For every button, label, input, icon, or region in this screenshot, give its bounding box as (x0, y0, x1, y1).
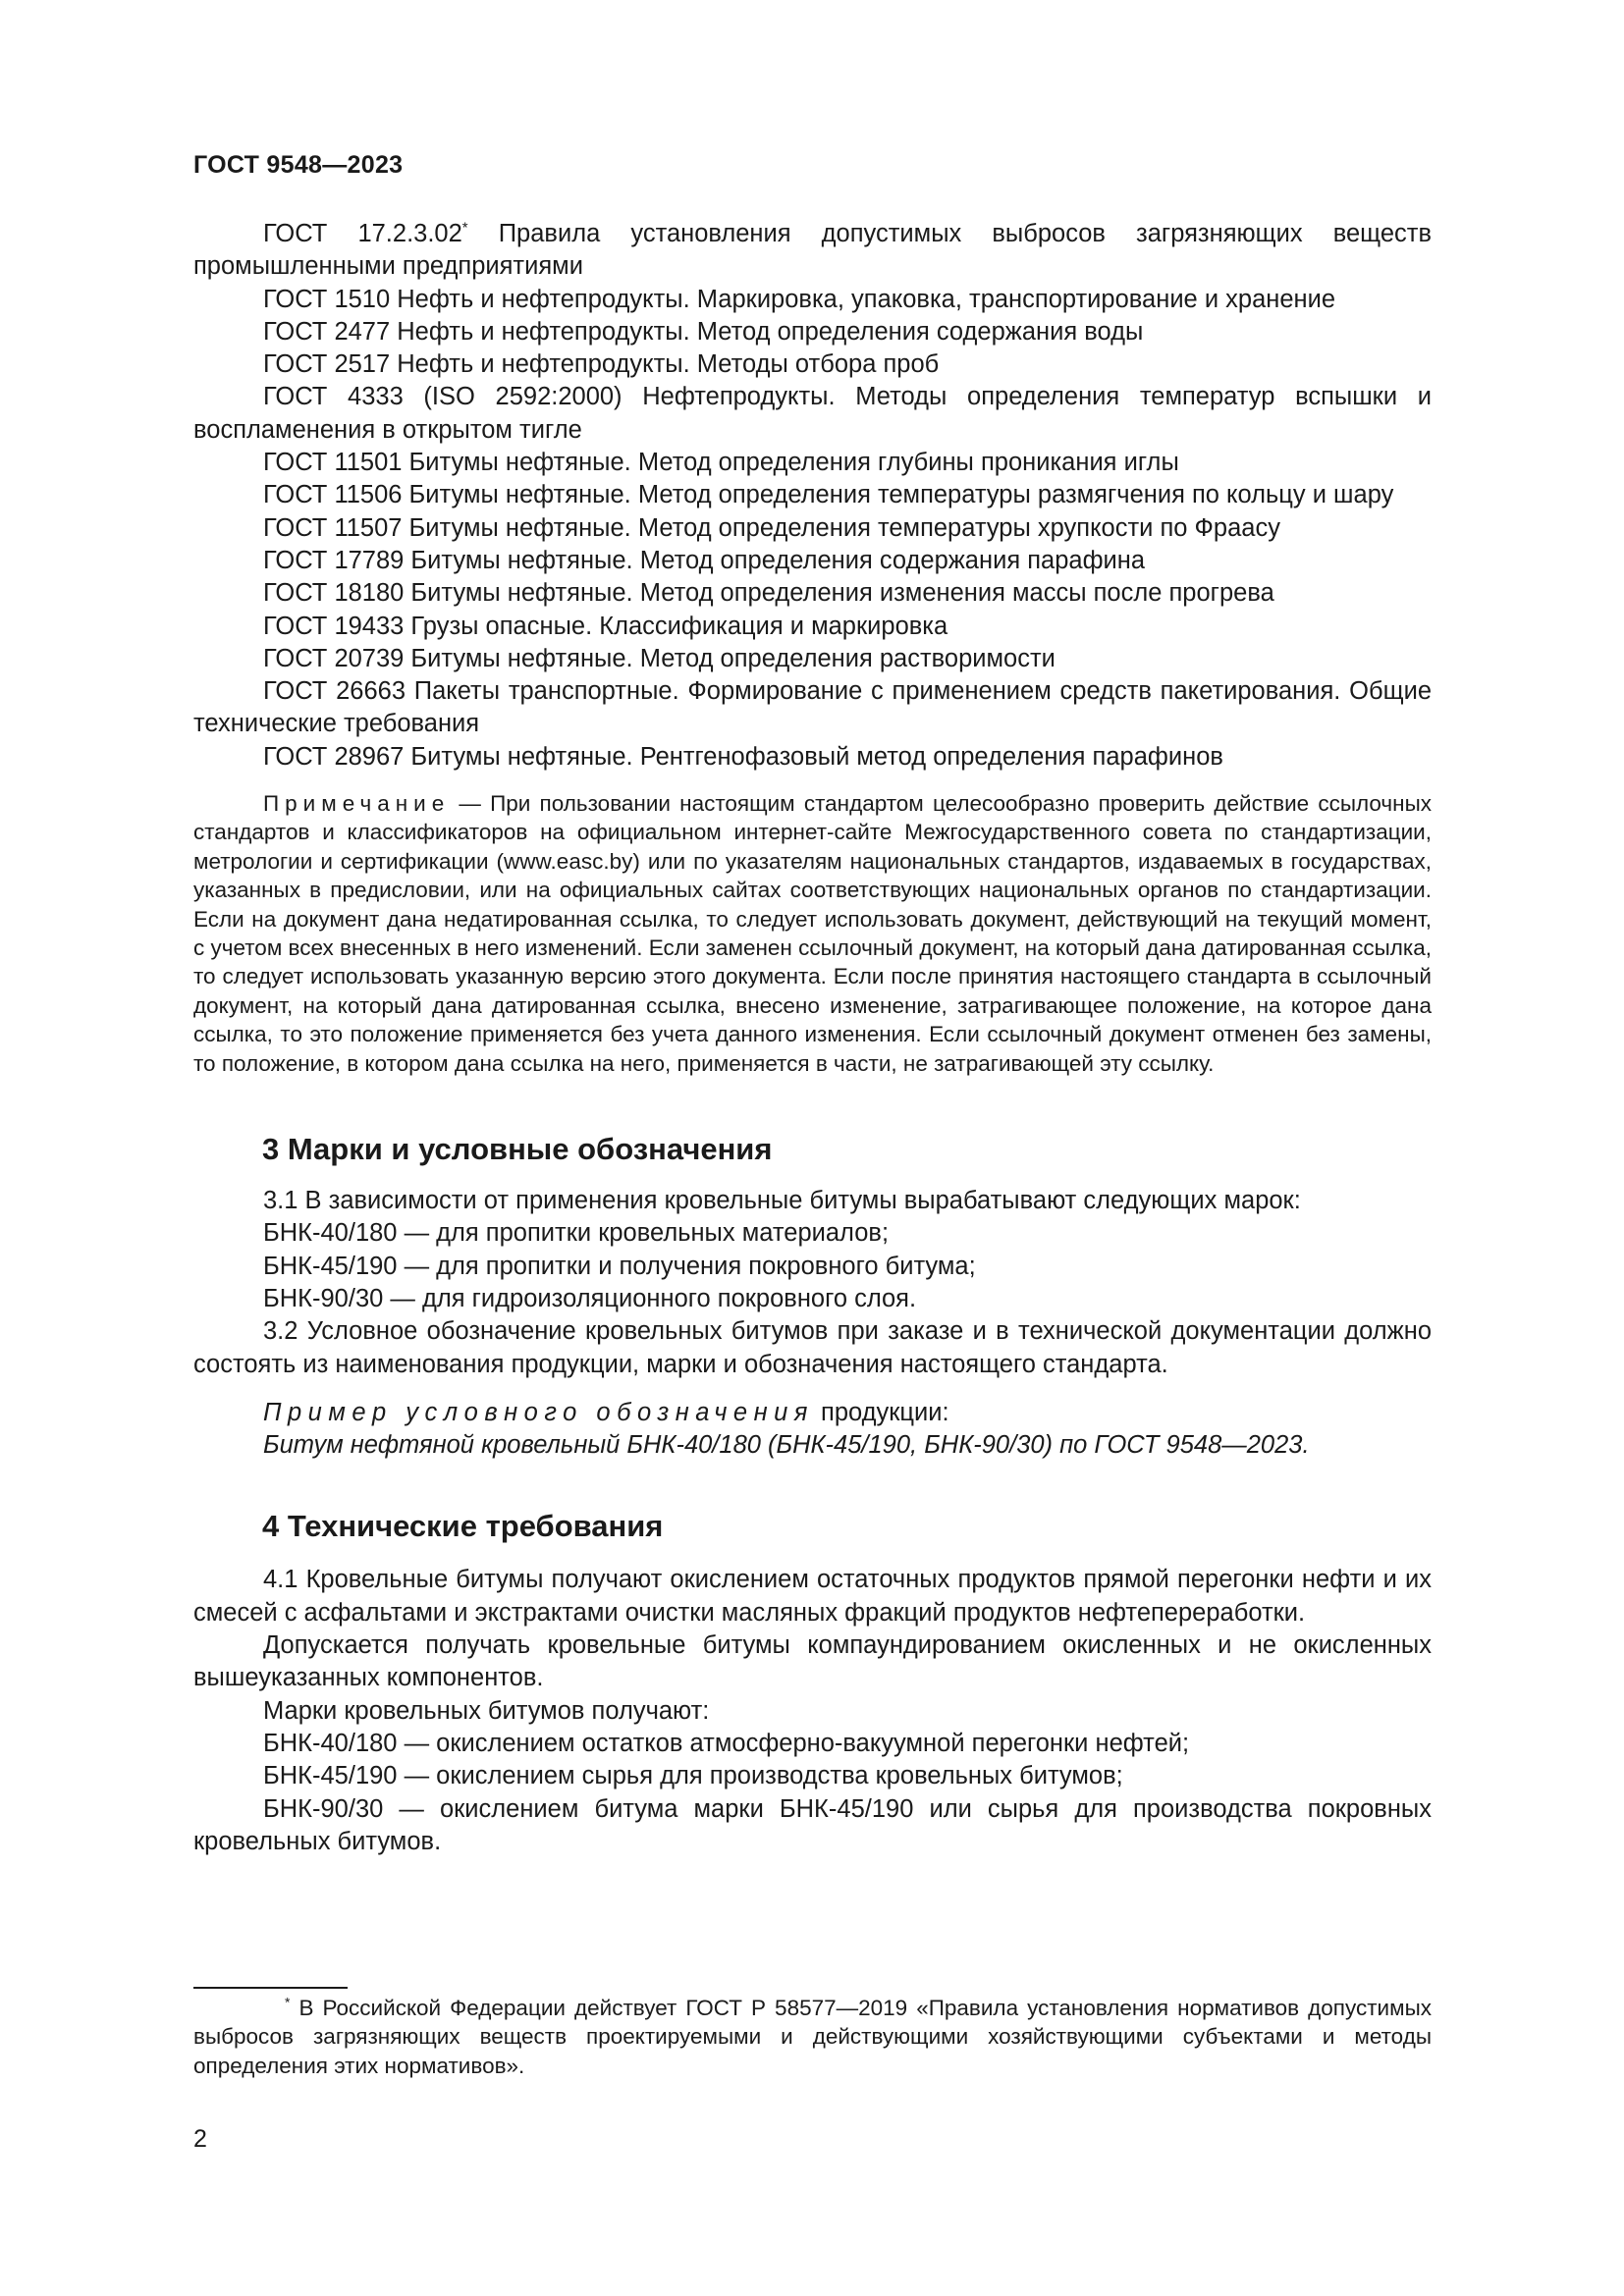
section-4-body (193, 1564, 1432, 1858)
designation-example (193, 1397, 1432, 1463)
paragraph: БНК-40/180 — для пропитки кровельных материалов; (263, 1219, 890, 1248)
reference-item: ГОСТ 17.2.3.02* Правила установления допустимых выбросов загрязняющих веществ промышленными предприятиями (193, 219, 1432, 281)
paragraph: БНК-45/190 — окислением сырья для производства кровельных битумов; (263, 1762, 1123, 1790)
reference-item: ГОСТ 20739 Битумы нефтяные. Метод определения растворимости (263, 644, 1056, 672)
example-label: Пример условного обозначения (263, 1398, 814, 1426)
footnote-divider (193, 1987, 348, 1989)
paragraph: 4.1 Кровельные битумы получают окислением остаточных продуктов прямой перегонки нефти и их смесей с асфальтами и экстрактами очистки масляных фракций продуктов нефтепереработки. (193, 1566, 1432, 1627)
footnote-text: В Российской Федерации действует ГОСТ Р 58577—2019 «Правила установления нормативов допустимых выбросов загрязняющих веществ проектируемыми и действующими хозяйствующими субъектами и методы определения этих нормативов». (193, 1996, 1432, 2078)
reference-item: ГОСТ 28967 Битумы нефтяные. Рентгенофазовый метод определения парафинов (263, 742, 1223, 771)
paragraph: БНК-90/30 — окислением битума марки БНК-45/190 или сырья для производства покровных кровельных битумов. (193, 1794, 1432, 1855)
reference-item: ГОСТ 4333 (ISO 2592:2000) Нефтепродукты. Методы определения температур вспышки и воспламенения в открытом тигле (193, 383, 1432, 444)
paragraph: Допускается получать кровельные битумы компаундированием окисленных и не окисленных вышеуказанных компонентов. (193, 1631, 1432, 1692)
section-3-body (193, 1185, 1432, 1462)
paragraph: БНК-40/180 — окислением остатков атмосферно-вакуумной перегонки нефтей; (263, 1729, 1190, 1757)
example-designation: Битум нефтяной кровельный БНК-40/180 (БНК-45/190, БНК-90/30) по ГОСТ 9548—2023. (263, 1431, 1310, 1460)
footnote-mark: * (285, 1994, 291, 2010)
reference-item: ГОСТ 11501 Битумы нефтяные. Метод определения глубины проникания иглы (263, 449, 1179, 477)
reference-item: ГОСТ 18180 Битумы нефтяные. Метод определения изменения массы после прогрева (263, 579, 1274, 608)
paragraph: 3.1 В зависимости от применения кровельные битумы вырабатывают следующих марок: (263, 1187, 1301, 1215)
page-number: 2 (193, 2125, 207, 2153)
reference-item: ГОСТ 17789 Битумы нефтяные. Метод определения содержания парафина (263, 546, 1146, 574)
paragraph: Марки кровельных битумов получают: (263, 1696, 710, 1725)
reference-item: ГОСТ 11507 Битумы нефтяные. Метод определения температуры хрупкости по Фраасу (263, 513, 1280, 542)
footnote-marker[interactable]: * (461, 219, 468, 237)
normative-references-list (193, 218, 1432, 774)
paragraph: 3.2 Условное обозначение кровельных битумов при заказе и в технической документации должно состоять из наименования продукции, марки и обозначения настоящего стандарта. (193, 1317, 1432, 1378)
document-header: ГОСТ 9548—2023 (193, 151, 404, 179)
section-4-heading: 4 Технические требования (262, 1509, 664, 1544)
note-text: — При пользовании настоящим стандартом целесообразно проверить действие ссылочных стандартов и классификаторов на официальном интернет-сайте Межгосударственного совета по стандартизации, метрологии и сертификации (www.easc.by) или по указателям национальных стандартов, издаваемых в государствах, указанных в предисловии, или на официальных сайтах соответствующих национальных органов по стандартизации. Если на документ дана недатированная ссылка, то следует использовать документ, действующий на текущий момент, с учетом всех внесенных в него изменений. Если заменен ссылочный документ, на который дана датированная ссылка, то следует использовать указанную версию этого документа. Если после принятия настоящего стандарта в ссылочный документ, на который дана датированная ссылка, внесено изменение, затрагивающее положение, на которое дана ссылка, то это положение применяется без учета данного изменения. Если ссылочный документ отменен без замены, то положение, в котором дана ссылка на него, применяется в части, не затрагивающей эту ссылку. (193, 791, 1432, 1076)
paragraph: БНК-90/30 — для гидроизоляционного покровного слоя. (263, 1285, 917, 1312)
paragraph: БНК-45/190 — для пропитки и получения покровного битума; (263, 1252, 976, 1280)
footnote (193, 1994, 1432, 2080)
reference-item: ГОСТ 26663 Пакеты транспортные. Формирование с применением средств пакетирования. Общие технические требования (193, 677, 1432, 738)
document-body (193, 218, 1432, 1858)
reference-item: ГОСТ 19433 Грузы опасные. Классификация и маркировка (263, 612, 948, 640)
reference-item: ГОСТ 2517 Нефть и нефтепродукты. Методы отбора проб (263, 350, 940, 379)
example-label-tail: продукции: (813, 1398, 949, 1426)
reference-item: ГОСТ 1510 Нефть и нефтепродукты. Маркировка, упаковка, транспортирование и хранение (263, 285, 1336, 313)
section-3-heading: 3 Марки и условные обозначения (262, 1132, 773, 1167)
reference-item: ГОСТ 2477 Нефть и нефтепродукты. Метод определения содержания воды (263, 317, 1144, 346)
note-label: Примечание (263, 791, 451, 817)
references-note (193, 789, 1432, 1078)
reference-item: ГОСТ 11506 Битумы нефтяные. Метод определения температуры размягчения по кольцу и шару (263, 481, 1394, 509)
